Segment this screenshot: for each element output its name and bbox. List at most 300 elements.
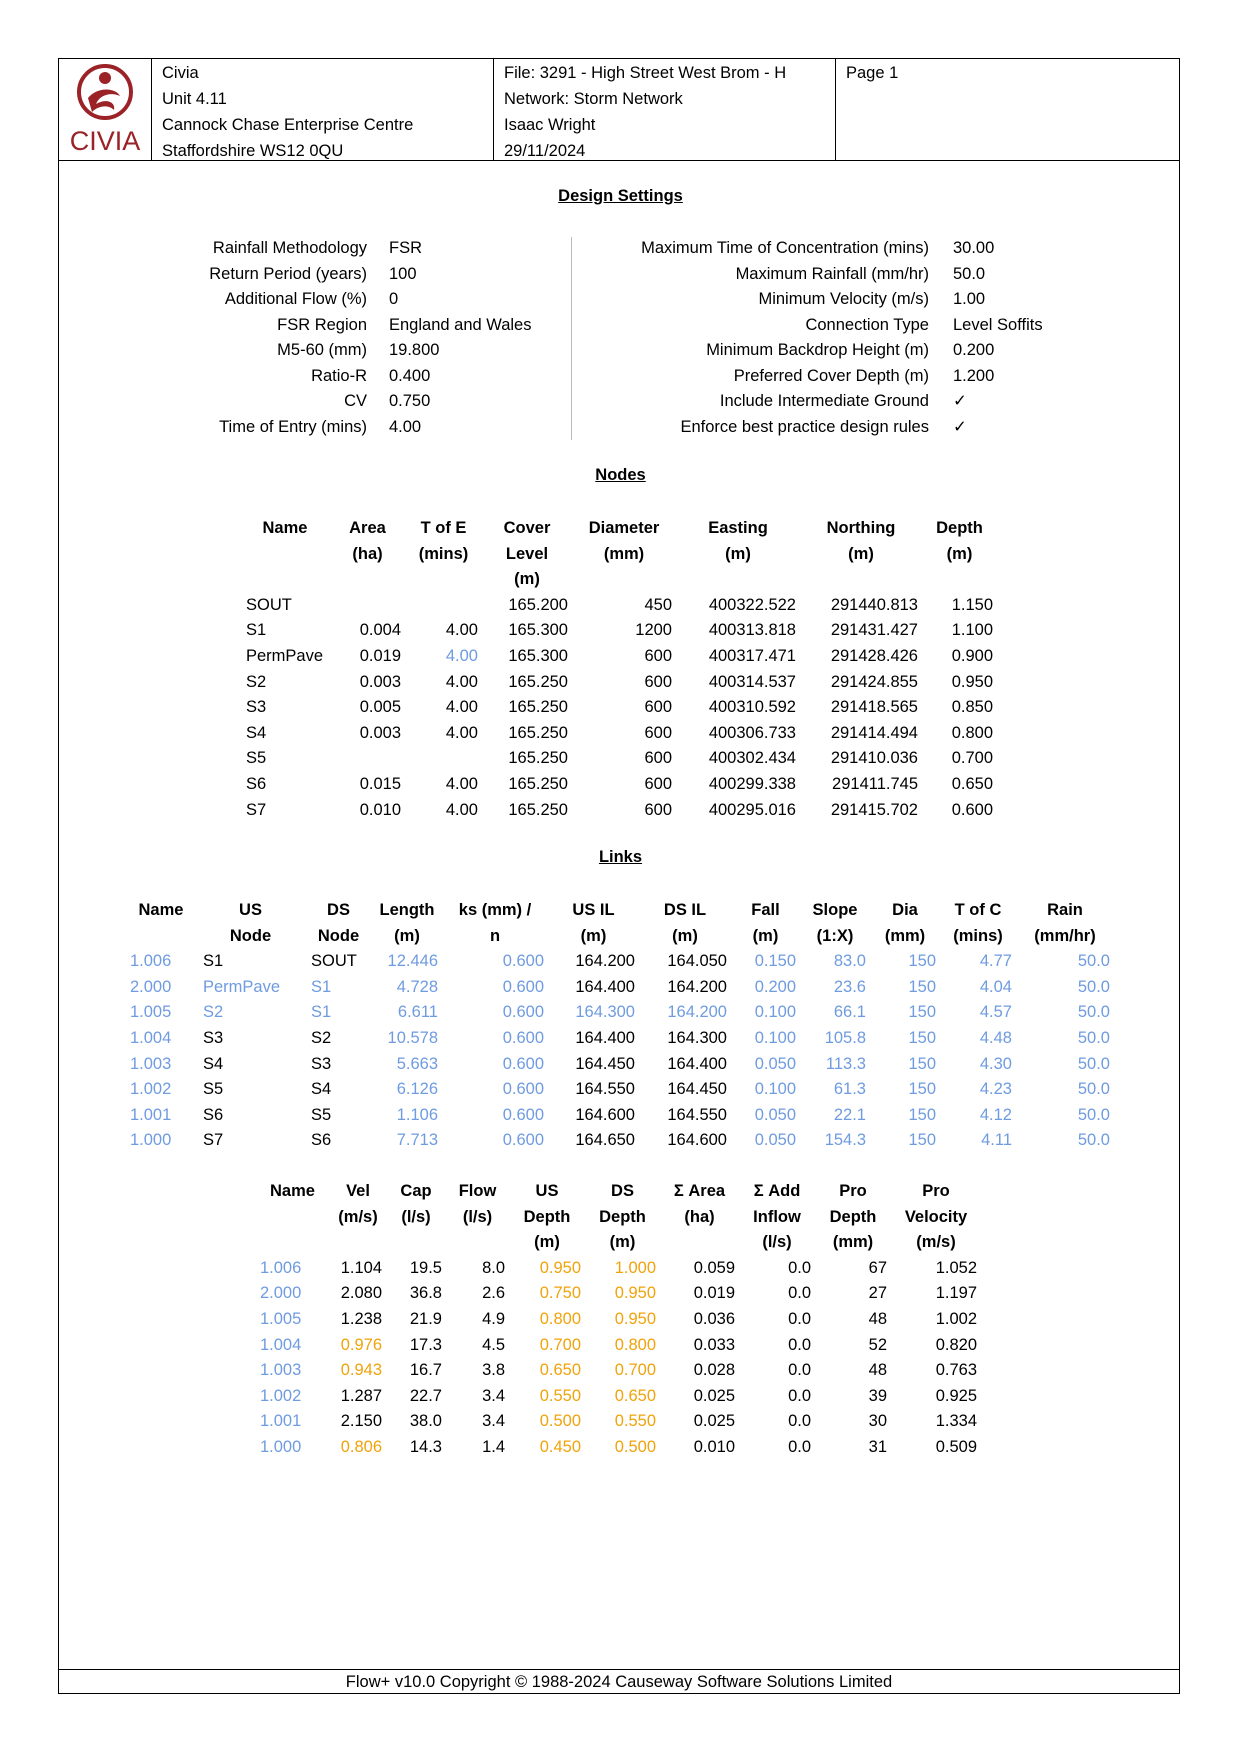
table-cell: 4.00 (445, 774, 478, 793)
table-row (126, 1128, 1114, 1154)
setting-value: 0.750 (389, 392, 431, 410)
table-cell: 0.600 (502, 1131, 544, 1150)
address-line: Staffordshire WS12 0QU (162, 142, 344, 160)
table-cell: 0.500 (539, 1412, 581, 1431)
table-cell: 2.080 (340, 1284, 382, 1303)
design-settings-title: Design Settings (558, 187, 683, 205)
table-cell: 0.600 (951, 800, 993, 819)
file-info-cell (494, 58, 836, 161)
table-row (255, 1307, 981, 1333)
column-header: DS Node (317, 901, 360, 945)
table-cell: 0.820 (935, 1335, 977, 1354)
table-cell: S5 (203, 1080, 224, 1099)
table-cell: S4 (246, 723, 267, 742)
column-header: T of C (mins) (953, 901, 1003, 945)
table-cell (405, 593, 482, 619)
table-cell: 164.050 (667, 952, 727, 971)
table-cell: 0.800 (951, 723, 993, 742)
table-cell: 165.300 (508, 646, 568, 665)
column-header: Cap (l/s) (400, 1182, 432, 1226)
table-cell: 4.00 (445, 723, 478, 742)
table-cell: 0.850 (951, 698, 993, 717)
table-cell: 400322.522 (708, 595, 796, 614)
table-cell: S2 (311, 1028, 332, 1047)
table-cell: 4.12 (979, 1105, 1012, 1124)
table-cell: 164.200 (667, 1003, 727, 1022)
table-cell: 30 (868, 1412, 887, 1431)
table-cell: 6.611 (397, 1003, 438, 1022)
table-cell: 0.800 (614, 1335, 656, 1354)
setting-label: M5-60 (mm) (277, 341, 367, 359)
table-cell: 400306.733 (708, 723, 796, 742)
table-cell: 400317.471 (708, 646, 796, 665)
table-cell: 150 (908, 1028, 936, 1047)
table-cell: 0.700 (539, 1335, 581, 1354)
column-header: Northing (m) (826, 519, 896, 563)
setting-label: Ratio-R (311, 366, 367, 385)
column-header: Length (m) (379, 901, 435, 945)
table-cell: 165.200 (508, 595, 568, 614)
setting-label: CV (344, 392, 367, 410)
table-cell: SOUT (311, 952, 357, 971)
table-row (240, 618, 997, 644)
table-cell: 1.104 (340, 1258, 382, 1277)
column-header: Σ Add Inflow (l/s) (753, 1182, 801, 1252)
table-cell: 16.7 (409, 1361, 442, 1380)
table-cell: 1.002 (130, 1080, 172, 1099)
table-cell: 50.0 (1077, 1028, 1110, 1047)
table-cell: 4.5 (482, 1335, 505, 1354)
table-cell: S3 (203, 1028, 224, 1047)
column-header: Depth (m) (936, 519, 983, 563)
table-cell: 50.0 (1077, 1131, 1110, 1150)
table-cell: 2.000 (130, 977, 172, 996)
table-cell: 0.019 (693, 1284, 735, 1303)
table-row (126, 975, 1114, 1001)
table-cell: 0.600 (502, 1080, 544, 1099)
header-row (255, 1179, 981, 1256)
table-cell: 400299.338 (708, 774, 796, 793)
table-cell: 4.00 (445, 800, 478, 819)
table-cell (405, 746, 482, 772)
table-cell: S5 (246, 749, 267, 768)
table-row (126, 1000, 1114, 1026)
divider (571, 237, 572, 440)
table-cell: 61.3 (833, 1080, 866, 1099)
table-cell: 0.950 (614, 1309, 656, 1328)
table-cell: 0.600 (502, 952, 544, 971)
column-header: Name (262, 519, 308, 537)
table-cell: 0.976 (340, 1335, 382, 1354)
table-cell: 8.0 (482, 1258, 505, 1277)
column-header: T of E (mins) (418, 519, 469, 563)
page-number: Page 1 (846, 64, 899, 82)
table-cell: 0.028 (693, 1361, 735, 1380)
table-cell: 3.4 (482, 1386, 505, 1405)
table-cell: 0.0 (788, 1437, 811, 1456)
table-row (240, 721, 997, 747)
table-cell: S4 (311, 1080, 332, 1099)
table-cell: 0.004 (359, 621, 401, 640)
setting-value: 100 (389, 264, 417, 283)
table-cell: 1.287 (340, 1386, 382, 1405)
setting-label: Include Intermediate Ground (719, 392, 929, 410)
table-cell: 164.200 (667, 977, 727, 996)
table-row (240, 593, 997, 619)
table-cell: 164.400 (667, 1054, 727, 1073)
table-cell: 4.00 (445, 698, 478, 717)
table-cell: 1.001 (130, 1105, 172, 1124)
table-cell: 164.600 (575, 1105, 635, 1124)
table-cell: 36.8 (409, 1284, 442, 1303)
setting-value: 1.00 (953, 290, 986, 308)
table-cell: 150 (908, 1080, 936, 1099)
links-table (126, 898, 1114, 1154)
table-cell: 0.0 (788, 1386, 811, 1405)
table-cell: 164.200 (575, 952, 635, 971)
table-cell: 600 (644, 698, 672, 717)
column-header: US IL (m) (572, 901, 615, 945)
table-cell: 66.1 (833, 1003, 866, 1022)
table-cell: 164.450 (667, 1080, 727, 1099)
setting-label: Enforce best practice design rules (680, 417, 929, 436)
table-row (255, 1384, 981, 1410)
nodes-table (240, 516, 997, 823)
table-cell: 0.763 (935, 1361, 977, 1380)
table-cell: 1.005 (260, 1309, 302, 1328)
column-header: Flow (l/s) (458, 1182, 497, 1226)
table-cell: 22.1 (833, 1105, 866, 1124)
table-cell: 0.900 (951, 646, 993, 665)
table-cell: 0.036 (693, 1309, 735, 1328)
table-cell: 0.050 (754, 1054, 796, 1073)
table-cell: 600 (644, 800, 672, 819)
table-cell: 0.050 (754, 1131, 796, 1150)
table-cell: 0.925 (935, 1386, 977, 1405)
setting-value: ✓ (953, 417, 967, 436)
table-cell: 50.0 (1077, 952, 1110, 971)
table-cell: 0.010 (359, 800, 401, 819)
network-name: Network: Storm Network (504, 90, 683, 108)
setting-label: Maximum Time of Concentration (mins) (641, 239, 929, 257)
table-cell: S4 (203, 1054, 224, 1073)
column-header: Name (138, 901, 184, 919)
table-cell: 39 (868, 1386, 887, 1405)
table-cell: 291415.702 (830, 800, 918, 819)
table-cell: 4.57 (979, 1003, 1012, 1022)
table-cell: 164.650 (575, 1131, 635, 1150)
table-row (255, 1333, 981, 1359)
table-cell: 4.48 (979, 1028, 1012, 1047)
table-cell: 21.9 (409, 1309, 442, 1328)
column-header: DS Depth (m) (599, 1182, 646, 1252)
table-cell: 165.250 (508, 698, 568, 717)
table-cell: 1.006 (260, 1258, 302, 1277)
table-cell: 165.250 (508, 672, 568, 691)
column-header: Easting (m) (708, 519, 768, 563)
table-cell: 19.5 (409, 1258, 442, 1277)
table-cell: 1.005 (130, 1003, 172, 1022)
table-cell: 164.400 (575, 1028, 635, 1047)
table-cell: 0.600 (502, 1054, 544, 1073)
setting-label: Connection Type (805, 315, 929, 334)
table-cell (330, 746, 405, 772)
table-cell: 1.003 (260, 1361, 302, 1380)
table-cell: 4.30 (979, 1054, 1012, 1073)
table-cell: S7 (246, 800, 267, 819)
table-cell: 0.509 (935, 1437, 977, 1456)
table-cell: 291418.565 (830, 698, 918, 717)
table-cell: 1.197 (935, 1284, 977, 1303)
setting-label: Additional Flow (%) (224, 290, 367, 308)
table-cell: 150 (908, 977, 936, 996)
setting-label: FSR Region (277, 315, 367, 334)
table-cell: 0.550 (539, 1386, 581, 1405)
logo-text: CIVIA (69, 126, 141, 156)
column-header: Area (ha) (349, 519, 386, 563)
table-cell: 2.6 (482, 1284, 505, 1303)
table-cell: 7.713 (396, 1131, 438, 1150)
table-cell: 38.0 (409, 1412, 442, 1431)
table-row (240, 670, 997, 696)
table-cell: 0.700 (951, 749, 993, 768)
table-cell: 150 (908, 1054, 936, 1073)
table-cell: 83.0 (833, 952, 866, 971)
table-cell: 0.650 (951, 774, 993, 793)
table-cell: 50.0 (1077, 1080, 1110, 1099)
column-header: Diameter (mm) (588, 519, 660, 563)
address-line: Cannock Chase Enterprise Centre (162, 116, 414, 134)
table-cell: 17.3 (409, 1335, 442, 1354)
table-cell: 1.002 (935, 1309, 977, 1328)
table-cell: 0.806 (340, 1437, 382, 1456)
table-cell: 5.663 (396, 1054, 438, 1073)
table-cell: 291414.494 (830, 723, 918, 742)
table-cell: PermPave (246, 646, 324, 665)
table-cell: S2 (246, 672, 267, 691)
table-cell: 0.450 (539, 1437, 581, 1456)
table-cell: 0.003 (359, 723, 401, 742)
column-header: Σ Area (ha) (673, 1182, 726, 1226)
table-cell: S3 (246, 698, 267, 717)
table-cell: 1.000 (130, 1131, 172, 1150)
setting-value: ✓ (953, 392, 967, 410)
table-row (255, 1358, 981, 1384)
table-cell: 600 (644, 672, 672, 691)
table-row (255, 1256, 981, 1282)
table-cell: 4.23 (979, 1080, 1012, 1099)
table-cell: 0.003 (359, 672, 401, 691)
table-cell: 150 (908, 1131, 936, 1150)
table-cell: 291428.426 (830, 646, 918, 665)
footer-copyright: Flow+ v10.0 Copyright © 1988-2024 Causeway Software Solutions Limited (345, 1673, 893, 1691)
table-cell: 1.106 (396, 1105, 438, 1124)
setting-value: 4.00 (389, 417, 422, 436)
table-cell: 1.003 (130, 1054, 172, 1073)
setting-value: 0.200 (953, 341, 995, 359)
table-cell: 1.004 (260, 1335, 302, 1354)
table-cell: S1 (311, 1003, 332, 1022)
table-row (126, 949, 1114, 975)
table-cell: 0.200 (754, 977, 796, 996)
table-cell: 150 (908, 952, 936, 971)
table-cell: 600 (644, 774, 672, 793)
table-cell: 600 (644, 723, 672, 742)
table-cell: 0.100 (754, 1003, 796, 1022)
table-cell: 113.3 (825, 1054, 866, 1073)
column-header: US Depth (m) (523, 1182, 571, 1252)
table-cell: 50.0 (1077, 1054, 1110, 1073)
setting-label: Maximum Rainfall (mm/hr) (735, 264, 929, 283)
table-row (126, 1103, 1114, 1129)
table-cell (330, 593, 405, 619)
table-cell: 400314.537 (708, 672, 796, 691)
table-cell: 1.000 (260, 1437, 302, 1456)
table-cell: 164.300 (667, 1028, 727, 1047)
table-cell: 0.150 (754, 952, 796, 971)
table-cell: S6 (311, 1131, 332, 1150)
table-cell: 10.578 (387, 1028, 438, 1047)
table-cell: 0.650 (614, 1386, 656, 1405)
column-header: Rain (mm/hr) (1034, 901, 1096, 945)
table-cell: 1.006 (130, 952, 172, 971)
table-cell: 0.0 (788, 1258, 811, 1277)
table-cell: 450 (644, 595, 672, 614)
table-cell: 1.000 (614, 1258, 656, 1277)
table-cell: 4.728 (396, 977, 438, 996)
table-cell: 48 (868, 1361, 887, 1380)
table-cell: 165.250 (508, 723, 568, 742)
table-cell: 291440.813 (830, 595, 918, 614)
table-cell: S1 (203, 952, 224, 971)
table-cell: 0.050 (754, 1105, 796, 1124)
setting-label: Minimum Velocity (m/s) (758, 290, 929, 308)
table-cell: 164.400 (575, 977, 635, 996)
table-cell: 0.943 (340, 1361, 382, 1380)
table-cell: 4.11 (981, 1131, 1012, 1150)
column-header: Fall (m) (751, 901, 780, 945)
links-results-table (255, 1179, 981, 1461)
table-cell: S6 (203, 1105, 224, 1124)
table-cell: 0.950 (614, 1284, 656, 1303)
table-cell: 0.025 (693, 1412, 735, 1431)
table-cell: 165.250 (508, 749, 568, 768)
column-header: DS IL (m) (663, 901, 707, 945)
table-cell: 6.126 (396, 1080, 438, 1099)
table-cell: 4.00 (445, 621, 478, 640)
table-cell: 0.600 (502, 1105, 544, 1124)
setting-value: 0 (389, 290, 399, 308)
setting-label: Preferred Cover Depth (m) (733, 366, 929, 385)
setting-label: Time of Entry (mins) (219, 417, 367, 436)
table-cell: 0.800 (539, 1309, 581, 1328)
table-cell: S1 (311, 977, 332, 996)
table-cell: 52 (868, 1335, 887, 1354)
table-cell: 1.238 (340, 1309, 382, 1328)
table-cell: 0.059 (693, 1258, 735, 1277)
table-cell: 291431.427 (830, 621, 918, 640)
setting-value: 50.0 (953, 264, 986, 283)
setting-label: Rainfall Methodology (212, 239, 367, 257)
header-row (240, 516, 997, 593)
table-cell: 0.600 (502, 1003, 544, 1022)
table-cell: 0.100 (754, 1080, 796, 1099)
column-header: ks (mm) / n (458, 901, 532, 945)
table-cell: 0.600 (502, 1028, 544, 1047)
table-row (126, 1026, 1114, 1052)
table-cell: PermPave (203, 977, 281, 996)
table-row (126, 1052, 1114, 1078)
column-header: Pro Depth (mm) (829, 1182, 877, 1252)
table-cell: S2 (203, 1003, 224, 1022)
table-cell: 0.0 (788, 1412, 811, 1431)
table-cell: 4.9 (482, 1309, 505, 1328)
table-cell: 4.04 (979, 977, 1012, 996)
table-cell: 48 (868, 1309, 887, 1328)
nodes-title: Nodes (595, 466, 646, 484)
table-cell: 0.019 (359, 646, 401, 665)
table-cell: 164.550 (667, 1105, 727, 1124)
table-cell: 164.300 (575, 1003, 635, 1022)
table-cell: 1.052 (935, 1258, 977, 1277)
table-cell: 164.550 (575, 1080, 635, 1099)
table-cell: 0.0 (788, 1309, 811, 1328)
table-row (255, 1281, 981, 1307)
table-row (240, 644, 997, 670)
table-cell: 0.650 (539, 1361, 581, 1380)
table-cell: 0.600 (502, 977, 544, 996)
setting-value: 0.400 (389, 366, 431, 385)
civia-logo-icon (58, 58, 152, 161)
table-cell: 0.500 (614, 1437, 656, 1456)
links-title: Links (598, 848, 643, 866)
table-cell: 1.100 (951, 621, 993, 640)
table-cell: 14.3 (409, 1437, 442, 1456)
table-row (240, 772, 997, 798)
table-cell: 105.8 (824, 1028, 866, 1047)
table-row (255, 1409, 981, 1435)
table-cell: 50.0 (1077, 1105, 1110, 1124)
table-cell: 1.334 (935, 1412, 977, 1431)
column-header: Vel (m/s) (338, 1182, 378, 1226)
setting-value: FSR (389, 239, 422, 257)
table-cell: 1.150 (951, 595, 993, 614)
table-cell: 2.150 (340, 1412, 382, 1431)
logo-cell (58, 58, 152, 161)
table-cell: 0.750 (539, 1284, 581, 1303)
page-cell (836, 58, 1180, 161)
table-cell: 22.7 (409, 1386, 442, 1405)
table-cell: 4.00 (445, 672, 478, 691)
column-header: Cover Level (m) (503, 519, 551, 589)
table-cell: 1.004 (130, 1028, 172, 1047)
table-cell: 0.025 (693, 1386, 735, 1405)
table-cell: 291411.745 (832, 774, 918, 793)
table-cell: S3 (311, 1054, 332, 1073)
header-row (126, 898, 1114, 949)
table-cell: 12.446 (387, 952, 438, 971)
table-cell: 4.77 (979, 952, 1012, 971)
table-row (240, 746, 997, 772)
author: Isaac Wright (504, 116, 596, 134)
table-cell: 0.950 (951, 672, 993, 691)
table-cell: S1 (246, 621, 267, 640)
table-cell: 3.4 (482, 1412, 505, 1431)
file-name: File: 3291 - High Street West Brom - H (504, 64, 787, 82)
address-line: Unit 4.11 (162, 90, 227, 108)
setting-value: Level Soffits (953, 315, 1043, 334)
table-cell: 4.00 (445, 646, 478, 665)
